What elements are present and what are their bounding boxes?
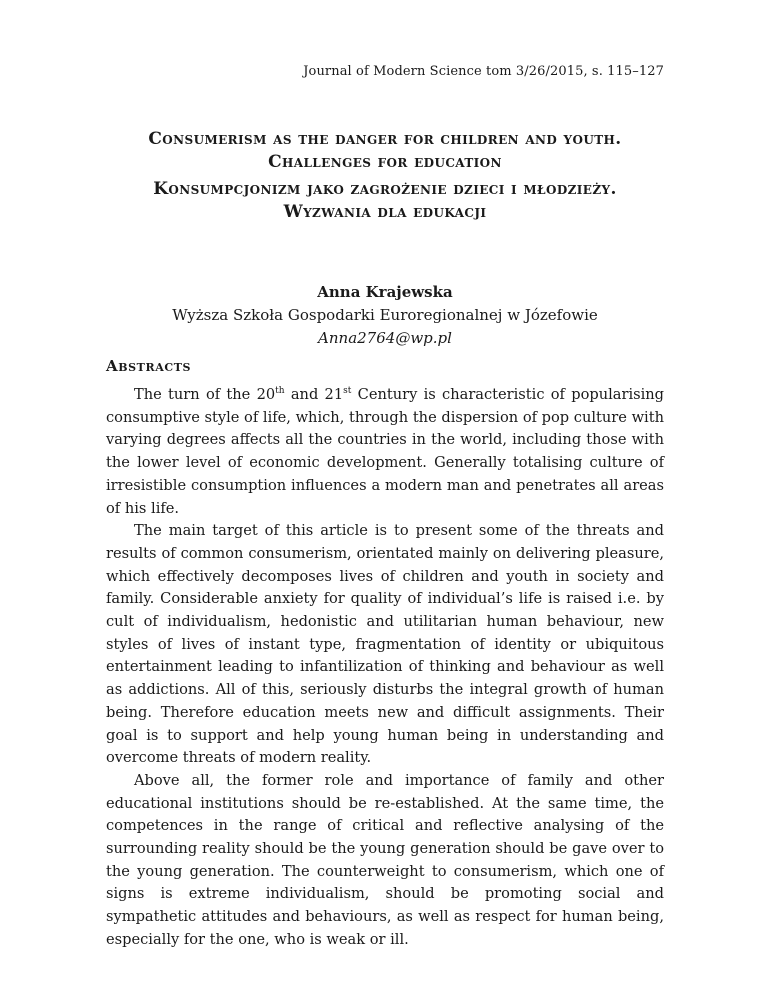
- title-pl-line-2: Wyzwania dla edukacji: [283, 202, 487, 222]
- abstract-p1-text-a: The turn of the 20: [134, 386, 276, 403]
- abstract-heading: Abstracts: [106, 357, 192, 375]
- abstract-paragraph-1: [106, 384, 664, 520]
- author-name: Anna Krajewska: [317, 283, 453, 301]
- title-en-line-1: Consumerism as the danger for children and youth.: [148, 129, 622, 149]
- title-block: [106, 128, 664, 224]
- abstract-paragraph-2: The main target of this article is to present some of the threats and results of common consumerism, orientated mainly on delivering pleasure, which effectively decomposes lives of children and youth in society and family. Considerable anxiety for quality of individual’s life is raised i.e. by cult of individualism, hedonistic and utilitarian human behaviour, new styles of lives of instant type, fragmentation of identity or ubiquitous entertainment leading to infantilization of thinking and behaviour as well as addictions. All of this, seriously disturbs the integral growth of human being. Therefore education meets new and difficult assignments. Their goal is to support and help young human being in understanding and overcome threats of modern reality.: [106, 522, 664, 767]
- author-block: [106, 281, 664, 350]
- author-affiliation: Wyższa Szkoła Gospodarki Euroregionalnej w Józefowie: [172, 306, 598, 324]
- superscript-th: th: [275, 386, 285, 396]
- author-email: Anna2764@wp.pl: [318, 329, 452, 347]
- running-head: Journal of Modern Science tom 3/26/2015, s. 115–127: [303, 64, 664, 79]
- title-en-line-2: Challenges for education: [268, 152, 502, 172]
- superscript-st: st: [343, 386, 352, 396]
- abstract-paragraph-3: Above all, the former role and importance of family and other educational institutions should be re-established. At the same time, the competences in the range of critical and reflective analysing of the surrounding reality should be the young generation should be gave over to the young generation. The counterweight to consumerism, which one of signs is extreme individualism, should be promoting social and sympathetic attitudes and behaviours, as well as respect for human being, especially for the one, who is weak or ill.: [106, 771, 664, 948]
- abstract-p1-text-b: and 21: [284, 386, 344, 403]
- abstract-body: [106, 384, 664, 952]
- title-pl-line-1: Konsumpcjonizm jako zagrożenie dzieci i młodzieży.: [153, 179, 617, 199]
- abstract-p1-text-c: Century is characteristic of popularising consumptive style of life, which, through the dispersion of pop culture with varying degrees affects all the countries in the world, including those with the lower level of economic development. Generally totalising culture of irresistible consumption influences a modern man and penetrates all areas of his life.: [106, 386, 665, 517]
